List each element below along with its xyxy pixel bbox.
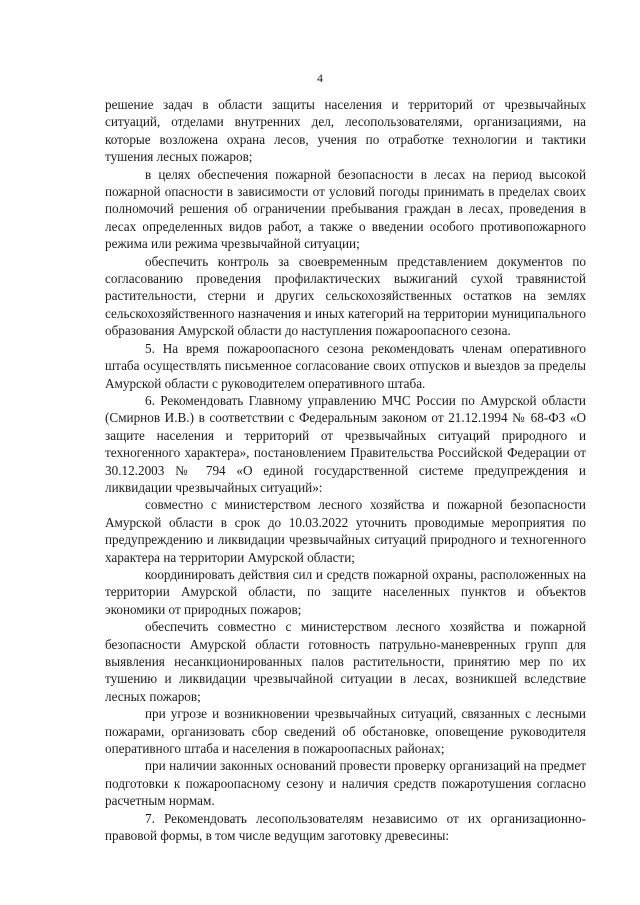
paragraph: при наличии законных оснований провести проверку организаций на предмет подготовки к пожароопасному сезону и наличия средств пожаротушения согласно расчетным нормам. bbox=[105, 758, 586, 809]
paragraph-item-7: 7. Рекомендовать лесопользователям независимо от их организационно-правовой формы, в том числе ведущим заготовку древесины: bbox=[105, 810, 586, 844]
paragraph: совместно с министерством лесного хозяйства и пожарной безопасности Амурской области в срок до 10.03.2022 уточнить проводимые мероприятия по предупреждению и ликвидации чрезвычайных ситуаций природного и техногенного характера на территории Амурской области; bbox=[105, 497, 586, 565]
paragraph: координировать действия сил и средств пожарной охраны, расположенных на территории Амурской области, по защите населенных пунктов и объектов экономики от природных пожаров; bbox=[105, 566, 586, 617]
paragraph: обеспечить контроль за своевременным представлением документов по согласованию проведения профилактических выжиганий сухой травянистой растительности, стерни и других сельскохозяйственных остатков на землях сельскохозяйственного назначения и иных категорий на территории муниципального образования Амурской области до наступления пожароопасного сезона. bbox=[105, 253, 586, 339]
paragraph-item-6: 6. Рекомендовать Главному управлению МЧС России по Амурской области (Смирнов И.В.) в соответствии с Федеральным законом от 21.12.1994 № 68-ФЗ «О защите населения и территорий от чрезвычайных ситуаций природного и техногенного характера», постановлением Правительства Российской Федерации от 30.12.2003 № 794 «О единой государственной системе предупреждения и ликвидации чрезвычайных ситуаций»: bbox=[105, 392, 586, 495]
page-number: 4 bbox=[317, 71, 323, 85]
document-body bbox=[105, 96, 586, 844]
paragraph: обеспечить совместно с министерством лесного хозяйства и пожарной безопасности Амурской области готовность патрульно-маневренных групп для выявления несанкционированных палов растительности, принятию мер по их тушению и ликвидации чрезвычайной ситуации в лесах, возникшей вследствие лесных пожаров; bbox=[105, 619, 586, 704]
paragraph-item-5: 5. На время пожароопасного сезона рекомендовать членам оперативного штаба осуществлять письменное согласование своих отпусков и выездов за пределы Амурской области с руководителем оперативного штаба. bbox=[105, 340, 586, 391]
paragraph-continuation: решение задач в области защиты населения и территорий от чрезвычайных ситуаций, отделами внутренних дел, лесопользователями, организациями, на которые возложена охрана лесов, учения по отработке технологии и тактики тушения лесных пожаров; bbox=[105, 97, 586, 165]
paragraph: в целях обеспечения пожарной безопасности в лесах на период высокой пожарной опасности в зависимости от условий погоды принимать в пределах своих полномочий решения об ограничении пребывания граждан в лесах, проведения в лесах определенных видов работ, а также о введении особого противопожарного режима или режима чрезвычайной ситуации; bbox=[105, 166, 586, 252]
paragraph: при угрозе и возникновении чрезвычайных ситуаций, связанных с лесными пожарами, организовать сбор сведений об обстановке, оповещение руководителя оперативного штаба и населения в пожароопасных районах; bbox=[105, 706, 586, 757]
